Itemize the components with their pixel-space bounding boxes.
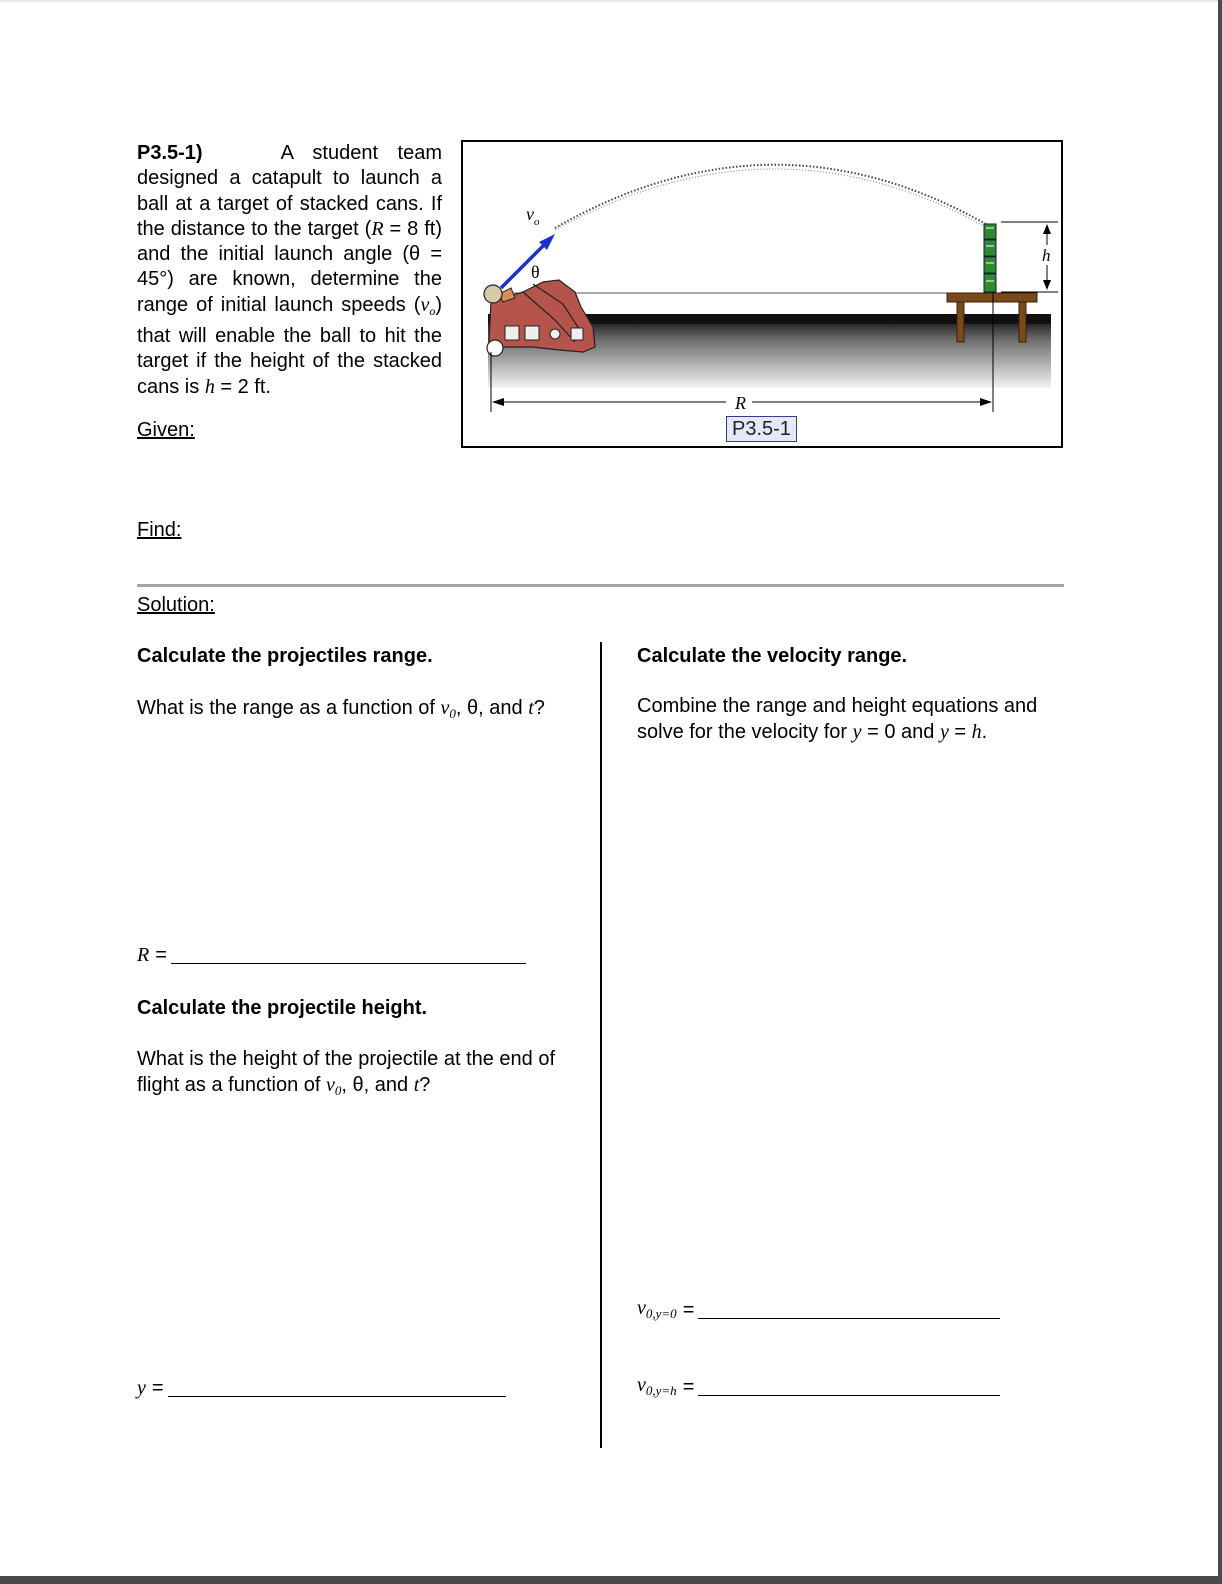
problem-text-d: = 2 ft. — [214, 375, 271, 398]
velocity-yh-label: $v_{0,y=h}$ — [637, 1374, 677, 1398]
catapult — [484, 280, 595, 356]
problem-h-symbol: h — [204, 375, 215, 398]
t-symbol: t — [528, 697, 534, 719]
velocity-yh-answer-line: $v_{0,y=h}$ = — [637, 1374, 1000, 1399]
problem-statement — [137, 141, 442, 400]
range-answer-label: R — [137, 944, 150, 966]
trajectory-path — [555, 165, 991, 228]
page-bottom-edge — [0, 1576, 1222, 1584]
column-divider — [600, 642, 602, 1448]
height-answer-line: y = — [137, 1377, 506, 1400]
velocity-section-title: Calculate the velocity range. — [637, 645, 908, 667]
problem-text-a: A student team designed a catapult to launch a ball at a target of stacked cans. If the distance to the target ( — [137, 142, 442, 240]
v0-symbol: v — [440, 697, 450, 719]
solution-heading: Solution: — [137, 594, 215, 616]
problem-R-symbol: R — [371, 217, 384, 240]
v0-symbol-2: v — [326, 1074, 335, 1096]
velocity-label: $v_o$ — [526, 204, 540, 228]
velocity-y0-label: $v_{0,y=0}$ — [637, 1297, 677, 1321]
h-label: h — [1042, 246, 1051, 265]
range-section-title: Calculate the projectiles range. — [137, 645, 433, 667]
figure-catapult — [461, 140, 1063, 448]
find-heading: Find: — [137, 519, 182, 541]
stacked-cans — [984, 224, 996, 292]
range-question: What is the range as a function of $v_0$, θ, and t? — [137, 697, 545, 721]
t-symbol-2: t — [413, 1074, 420, 1096]
range-answer-line: R = — [137, 944, 526, 967]
height-answer-blank[interactable] — [168, 1395, 506, 1397]
problem-id: P3.5-1) — [137, 142, 203, 164]
problem-v-symbol: v — [420, 293, 430, 316]
given-heading: Given: — [137, 419, 195, 441]
velocity-y0-answer-line: $v_{0,y=0}$ = — [637, 1297, 1000, 1322]
theta-label: θ — [531, 262, 540, 282]
page-top-edge — [0, 0, 1218, 2]
R-label: R — [735, 393, 746, 413]
velocity-arrow — [501, 240, 549, 288]
height-section-title: Calculate the projectile height. — [137, 997, 428, 1019]
section-divider — [137, 584, 1064, 587]
velocity-yh-blank[interactable] — [698, 1394, 1000, 1396]
height-answer-label: y — [137, 1377, 146, 1399]
figure-label: P3.5-1 — [726, 416, 797, 442]
height-question: What is the height of the projectile at the end of flight as a function of $v_0$, θ, and t? — [137, 1048, 556, 1098]
problem-v-subscript: o — [429, 303, 436, 318]
velocity-y0-blank[interactable] — [698, 1317, 1000, 1319]
problem-text-c: ) that will enable the ball to hit the target if the height of the stacked cans is — [137, 293, 442, 398]
page-right-edge — [1218, 0, 1222, 1584]
figure-drawing — [463, 142, 1063, 448]
velocity-instructions: Combine the range and height equations and solve for the velocity for y = 0 and y = h. — [637, 695, 1038, 743]
problem-text-b: = 8 ft) and the initial launch angle (θ = 45°) are known, determine the range of initial launch speeds ( — [137, 217, 442, 316]
range-answer-blank[interactable] — [171, 962, 526, 964]
